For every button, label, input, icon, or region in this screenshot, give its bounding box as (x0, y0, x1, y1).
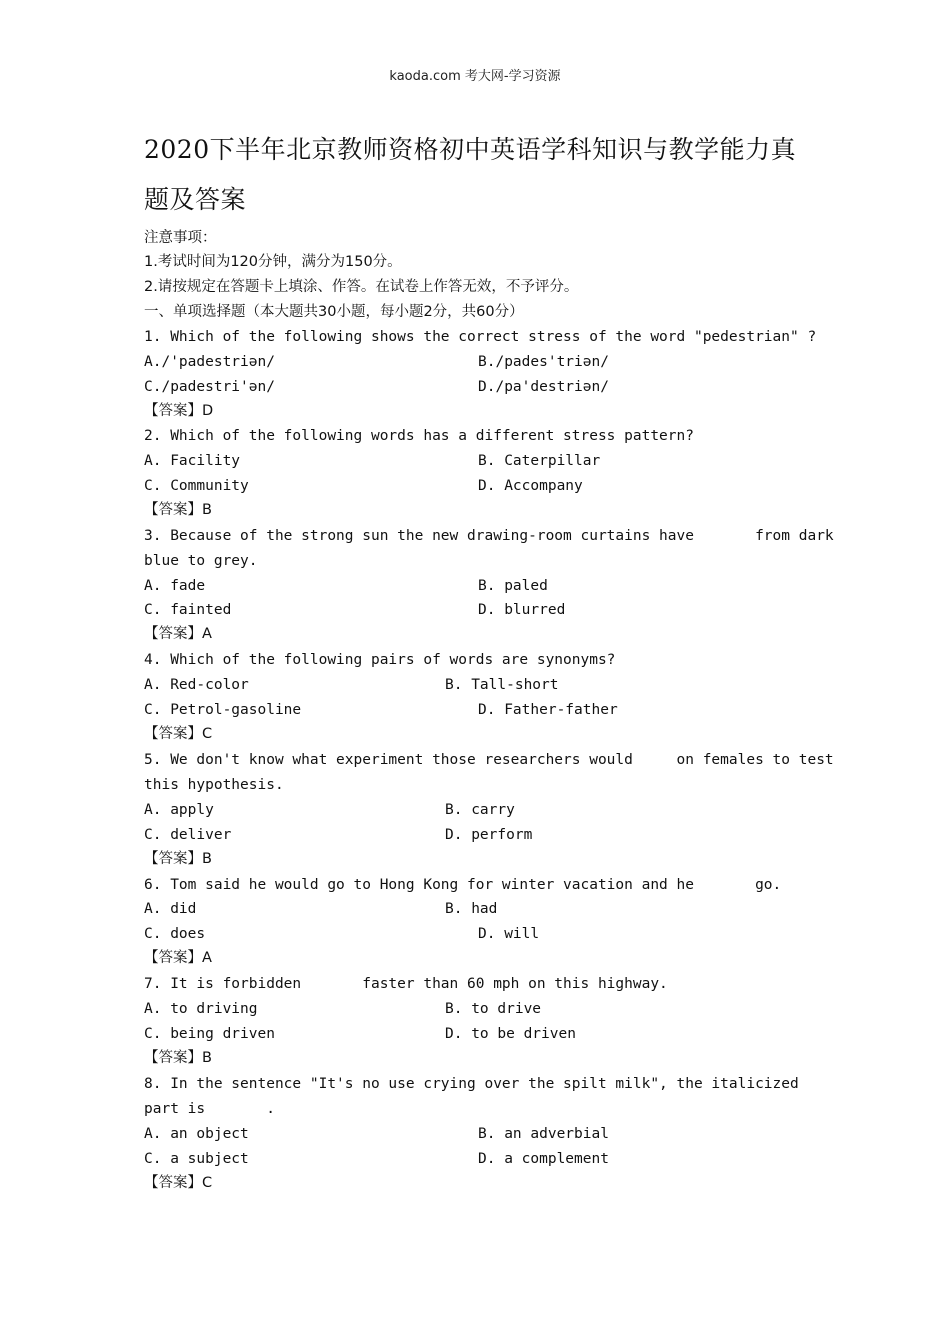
answer: 【答案】B (144, 851, 212, 867)
question-stem-continued: blue to grey. (144, 553, 258, 569)
page-header: kaoda.com 考大网-学习资源 (389, 69, 561, 84)
option-d: D. blurred (478, 602, 566, 618)
option-d: D./pa'destriən/ (478, 379, 609, 395)
option-d: D. perform (445, 827, 533, 843)
option-a: A. fade (144, 578, 206, 594)
question-stem: 6. Tom said he would go to Hong Kong for winter vacation and he go. (144, 877, 782, 893)
document-title-line-2: 题及答案 (144, 185, 247, 214)
answer: 【答案】D (144, 403, 214, 419)
question-stem-continued: part is . (144, 1101, 275, 1117)
question-stem: 5. We don't know what experiment those researchers would on females to test (144, 752, 834, 768)
question-stem-continued: this hypothesis. (144, 777, 284, 793)
option-c: C. being driven (144, 1026, 275, 1042)
notice-item-1: 1.考试时间为120分钟，满分为150分。 (144, 254, 402, 270)
option-c: C./padestri'ən/ (144, 379, 275, 395)
option-d: D. to be driven (445, 1026, 576, 1042)
answer: 【答案】A (144, 626, 212, 642)
question-stem: 1. Which of the following shows the correct stress of the word "pedestrian" ? (144, 329, 817, 345)
question-stem: 3. Because of the strong sun the new drawing-room curtains have from dark (144, 528, 834, 544)
section-heading: 一、单项选择题（本大题共30小题，每小题2分，共60分） (144, 304, 524, 320)
answer: 【答案】C (144, 1175, 213, 1191)
option-c: C. a subject (144, 1151, 249, 1167)
option-b: B. an adverbial (478, 1126, 609, 1142)
option-d: D. Accompany (478, 478, 583, 494)
question-stem: 2. Which of the following words has a different stress pattern? (144, 428, 694, 444)
question-stem: 7. It is forbidden faster than 60 mph on this highway. (144, 976, 668, 992)
option-b: B. to drive (445, 1001, 542, 1017)
question-stem: 8. In the sentence "It's no use crying over the spilt milk", the italicized (144, 1076, 799, 1092)
option-b: B. paled (478, 578, 548, 594)
option-c: C. does (144, 926, 206, 942)
answer: 【答案】A (144, 950, 212, 966)
option-a: A./'padestriən/ (144, 354, 275, 370)
option-a: A. Facility (144, 453, 241, 469)
option-c: C. Community (144, 478, 249, 494)
option-b: B. Caterpillar (478, 453, 601, 469)
option-d: D. will (478, 926, 540, 942)
option-a: A. apply (144, 802, 214, 818)
option-d: D. a complement (478, 1151, 609, 1167)
question-stem: 4. Which of the following pairs of words are synonyms? (144, 652, 616, 668)
answer: 【答案】B (144, 1050, 212, 1066)
option-c: C. deliver (144, 827, 232, 843)
option-a: A. an object (144, 1126, 249, 1142)
option-b: B. carry (445, 802, 515, 818)
option-d: D. Father-father (478, 702, 618, 718)
notice-item-2: 2.请按规定在答题卡上填涂、作答。在试卷上作答无效，不予评分。 (144, 279, 579, 295)
option-b: B. had (445, 901, 498, 917)
option-a: A. did (144, 901, 197, 917)
document-title-line-1: 2020下半年北京教师资格初中英语学科知识与教学能力真 (144, 135, 797, 164)
answer: 【答案】B (144, 502, 212, 518)
option-a: A. to driving (144, 1001, 258, 1017)
notice-heading: 注意事项： (144, 230, 217, 246)
answer: 【答案】C (144, 726, 213, 742)
option-a: A. Red-color (144, 677, 249, 693)
option-c: C. Petrol-gasoline (144, 702, 302, 718)
option-b: B./pades'triən/ (478, 354, 609, 370)
option-c: C. fainted (144, 602, 232, 618)
option-b: B. Tall-short (445, 677, 559, 693)
